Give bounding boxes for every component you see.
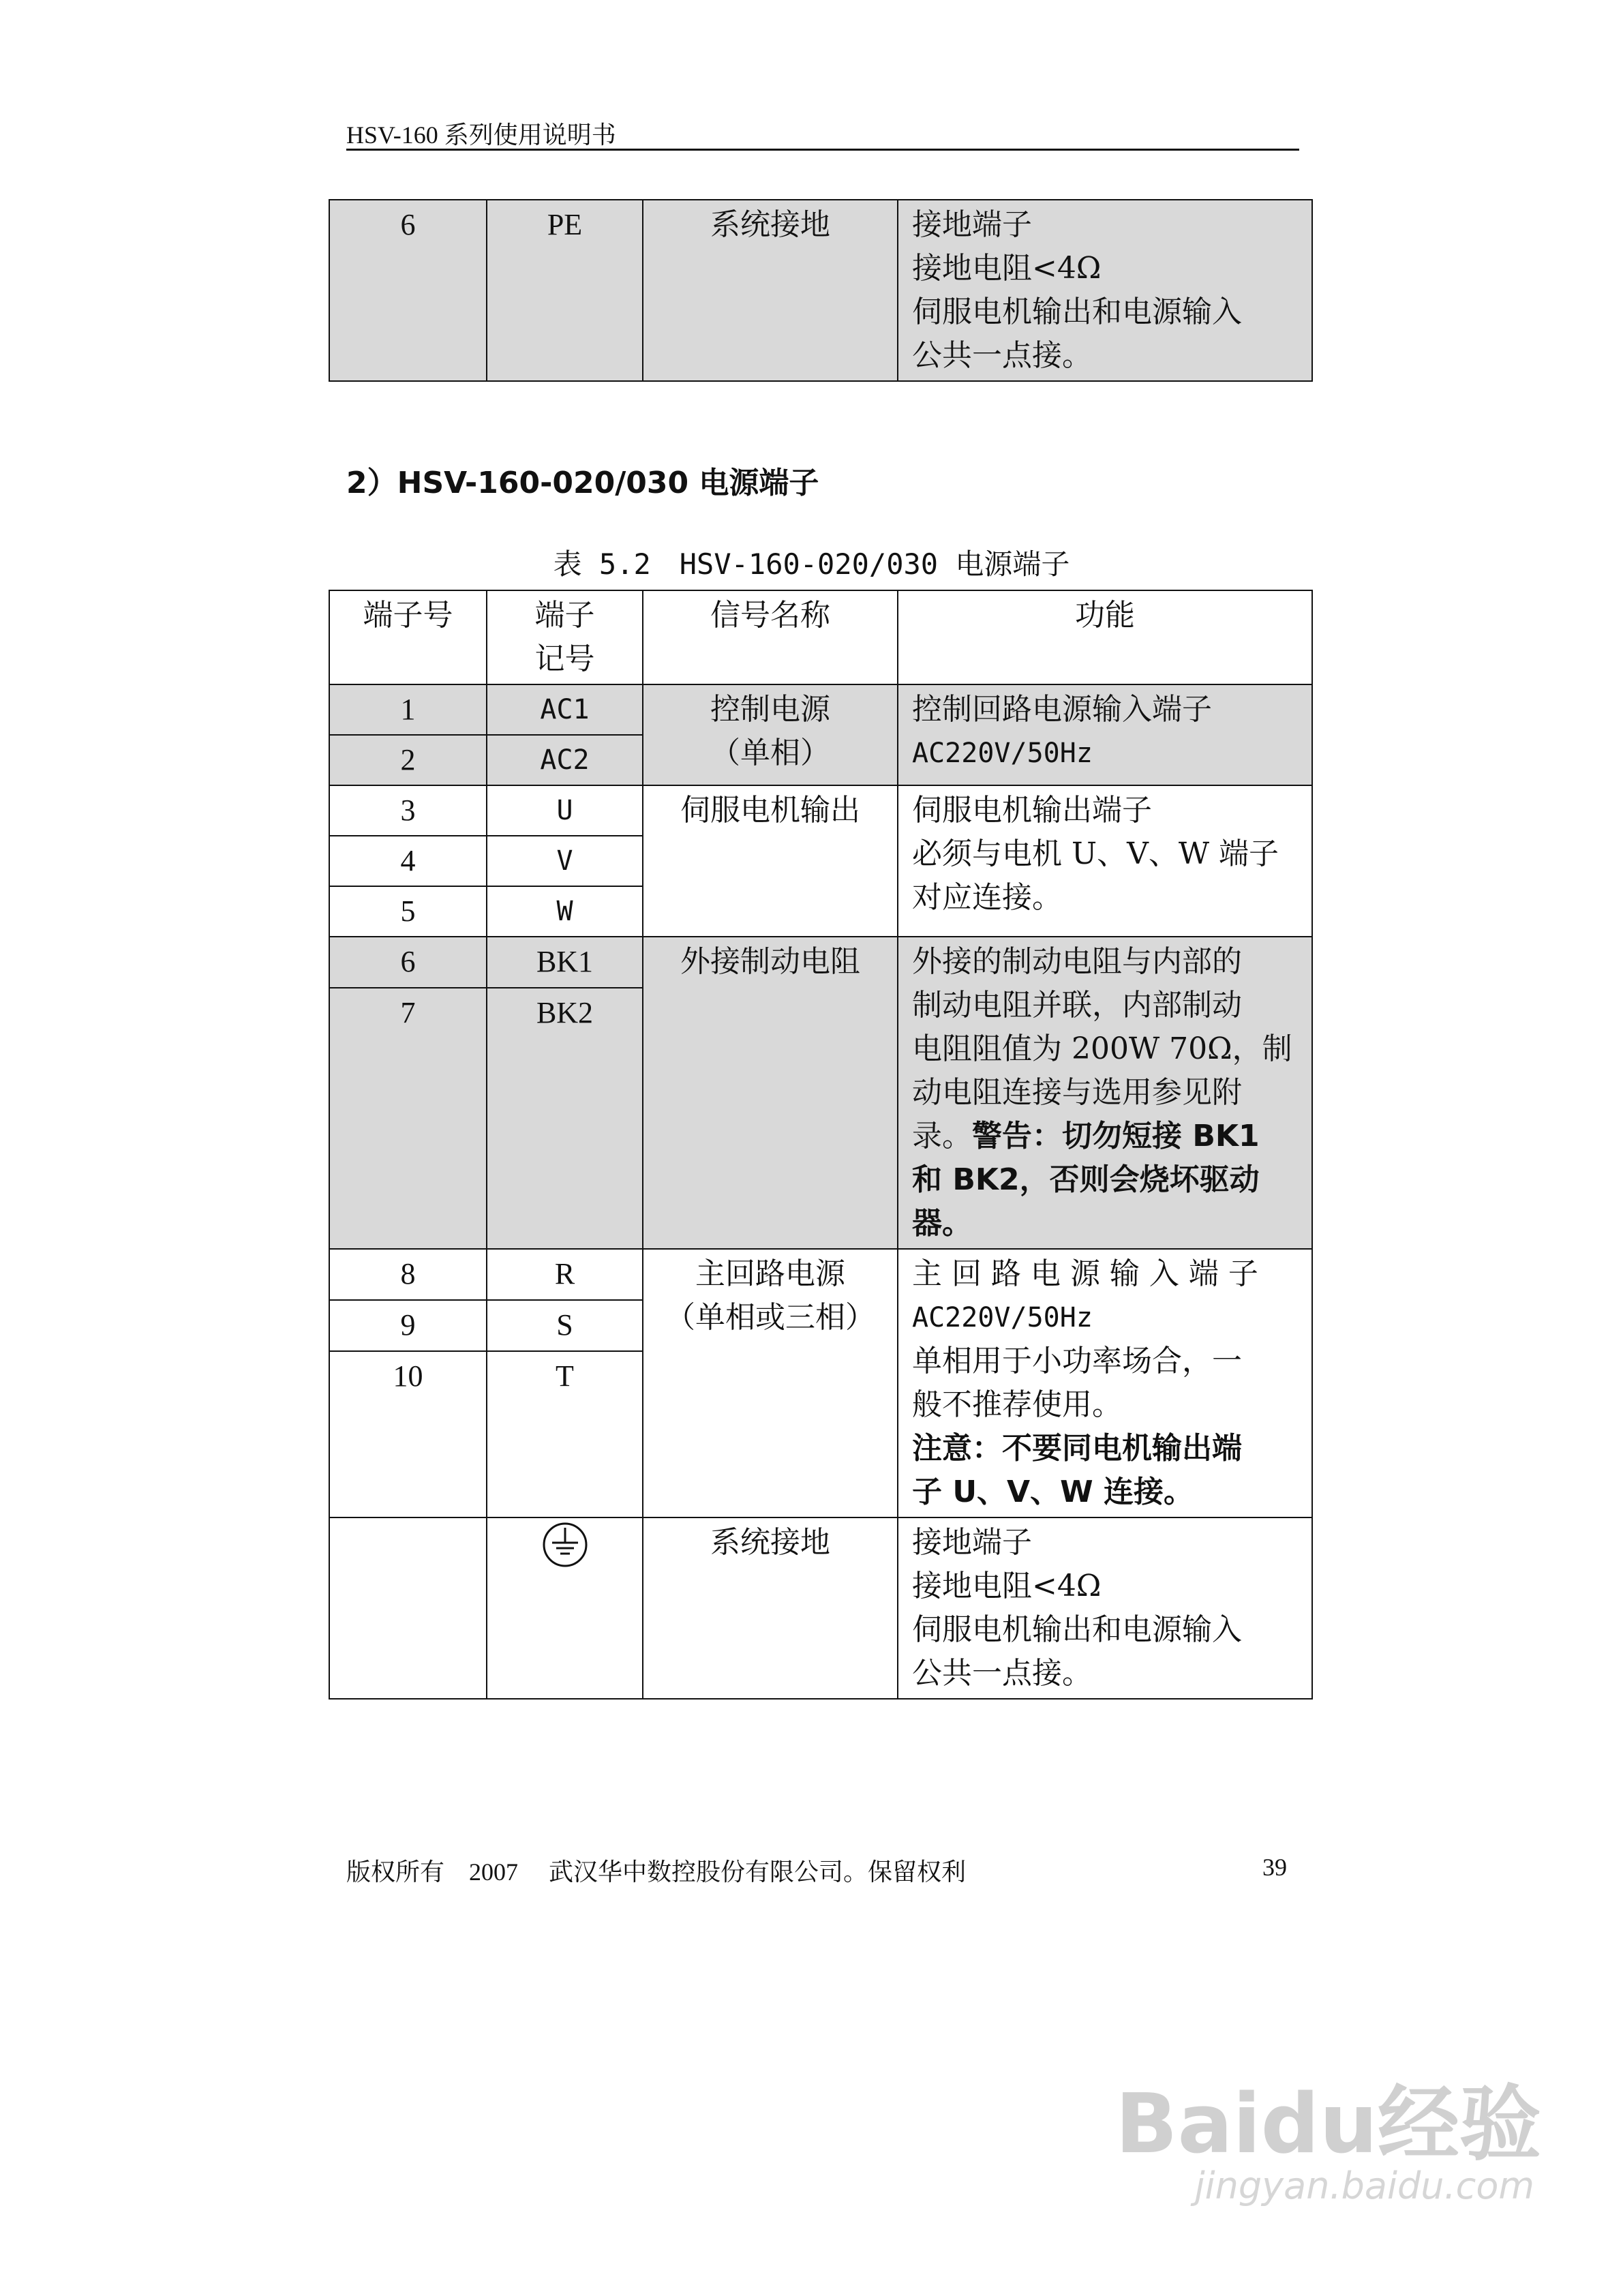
function-line: 接地电阻<4Ω	[912, 1569, 1102, 1603]
watermark-url: jingyan.baidu.com	[1194, 2164, 1534, 2207]
table-continued	[329, 199, 1313, 382]
signal-name: 系统接地	[643, 1517, 898, 1699]
function-line: AC220V/50Hz	[912, 738, 1093, 769]
function-cell	[898, 1517, 1312, 1699]
function-line: 接地端子	[912, 1525, 1032, 1560]
signal-line: （单相）	[710, 736, 830, 770]
terminal-no: 10	[329, 1351, 487, 1517]
function-cell	[898, 785, 1312, 937]
function-line: 动电阻连接与选用参见附	[912, 1075, 1242, 1110]
terminal-mark: BK1	[487, 937, 643, 988]
signal-name: 系统接地	[643, 200, 898, 381]
terminal-mark: S	[487, 1300, 643, 1351]
warning-line: 器。	[912, 1206, 972, 1241]
baidu-watermark: Baidu经验	[1115, 2077, 1541, 2172]
terminal-no: 9	[329, 1300, 487, 1351]
terminal-mark: AC2	[487, 735, 643, 785]
header-terminal-no: 端子号	[329, 590, 487, 684]
header-rule	[346, 149, 1299, 151]
terminal-mark: V	[487, 836, 643, 886]
note-line: 子 U、V、W 连接。	[912, 1475, 1194, 1509]
terminal-no: 6	[329, 937, 487, 988]
function-line: 公共一点接。	[912, 338, 1092, 373]
function-line: 对应连接。	[912, 880, 1062, 915]
terminal-no: 2	[329, 735, 487, 785]
function-cell	[898, 200, 1312, 381]
header-signal-name: 信号名称	[643, 590, 898, 684]
function-line: 接地电阻<4Ω	[912, 251, 1102, 286]
terminal-mark: U	[487, 785, 643, 836]
function-line: 主 回 路 电 源 输 入 端 子	[912, 1256, 1258, 1291]
terminal-no: 5	[329, 886, 487, 937]
signal-name	[643, 1249, 898, 1517]
function-line: 接地端子	[912, 207, 1032, 242]
terminal-no	[329, 1517, 487, 1699]
function-line: 伺服电机输出端子	[912, 793, 1152, 828]
table-row	[329, 785, 1312, 836]
terminal-no: 6	[329, 200, 487, 381]
signal-name: 外接制动电阻	[643, 937, 898, 1249]
header-function: 功能	[898, 590, 1312, 684]
header-mark-line: 端子	[534, 598, 595, 633]
section-title: 2）HSV-160-020/030 电源端子	[346, 466, 819, 500]
terminal-no: 3	[329, 785, 487, 836]
terminal-no: 8	[329, 1249, 487, 1300]
table-row	[329, 1517, 1312, 1699]
function-line: 公共一点接。	[912, 1656, 1092, 1691]
signal-line: （单相或三相）	[665, 1300, 875, 1335]
function-line	[912, 1115, 1298, 1158]
header-mark-line: 记号	[534, 641, 595, 676]
function-line: 电阻阻值为 200W 70Ω，制	[912, 1031, 1292, 1066]
footer-copyright: 版权所有 2007 武汉华中数控股份有限公司。保留权利	[346, 1858, 967, 1886]
terminal-mark: BK2	[487, 988, 643, 1249]
note-line: 注意：不要同电机输出端	[912, 1431, 1242, 1466]
signal-line: 控制电源	[710, 692, 830, 727]
function-line: 单相用于小功率场合，一	[912, 1344, 1242, 1378]
terminal-no: 7	[329, 988, 487, 1249]
header-terminal-mark	[487, 590, 643, 684]
terminal-mark: W	[487, 886, 643, 937]
signal-line: 主回路电源	[695, 1256, 845, 1291]
function-line: 控制回路电源输入端子	[912, 692, 1212, 727]
signal-name	[643, 684, 898, 785]
function-cell	[898, 684, 1312, 785]
function-line: 般不推荐使用。	[912, 1387, 1122, 1422]
warning-text: 警告：切勿短接 BK1	[972, 1119, 1260, 1153]
terminal-mark	[487, 1517, 643, 1699]
terminal-mark: PE	[487, 200, 643, 381]
table-row	[329, 684, 1312, 735]
terminal-mark: T	[487, 1351, 643, 1517]
function-line: 必须与电机 U、V、W 端子	[912, 836, 1279, 871]
terminal-mark: R	[487, 1249, 643, 1300]
power-terminal-table	[329, 590, 1313, 1700]
warning-line: 和 BK2，否则会烧坏驱动	[912, 1162, 1260, 1197]
table-row	[329, 937, 1312, 988]
page-number: 39	[1262, 1854, 1287, 1881]
function-line: 外接的制动电阻与内部的	[912, 944, 1242, 979]
function-line: 伺服电机输出和电源输入	[912, 1612, 1242, 1647]
terminal-mark: AC1	[487, 684, 643, 735]
table-row	[329, 1249, 1312, 1300]
terminal-no: 4	[329, 836, 487, 886]
table-header-row	[329, 590, 1312, 684]
function-line: 制动电阻并联，内部制动	[912, 988, 1242, 1023]
page-header: HSV-160 系列使用说明书	[346, 121, 616, 149]
function-cell	[898, 937, 1312, 1249]
function-line: AC220V/50Hz	[912, 1302, 1093, 1333]
table-caption: 表 5.2 HSV-160-020/030 电源端子	[553, 547, 1070, 581]
terminal-no: 1	[329, 684, 487, 735]
ground-symbol-icon	[541, 1521, 589, 1569]
function-text: 录。	[912, 1119, 972, 1153]
function-line: 伺服电机输出和电源输入	[912, 294, 1242, 329]
table-row	[329, 200, 1312, 381]
signal-name: 伺服电机输出	[643, 785, 898, 937]
function-cell	[898, 1249, 1312, 1517]
